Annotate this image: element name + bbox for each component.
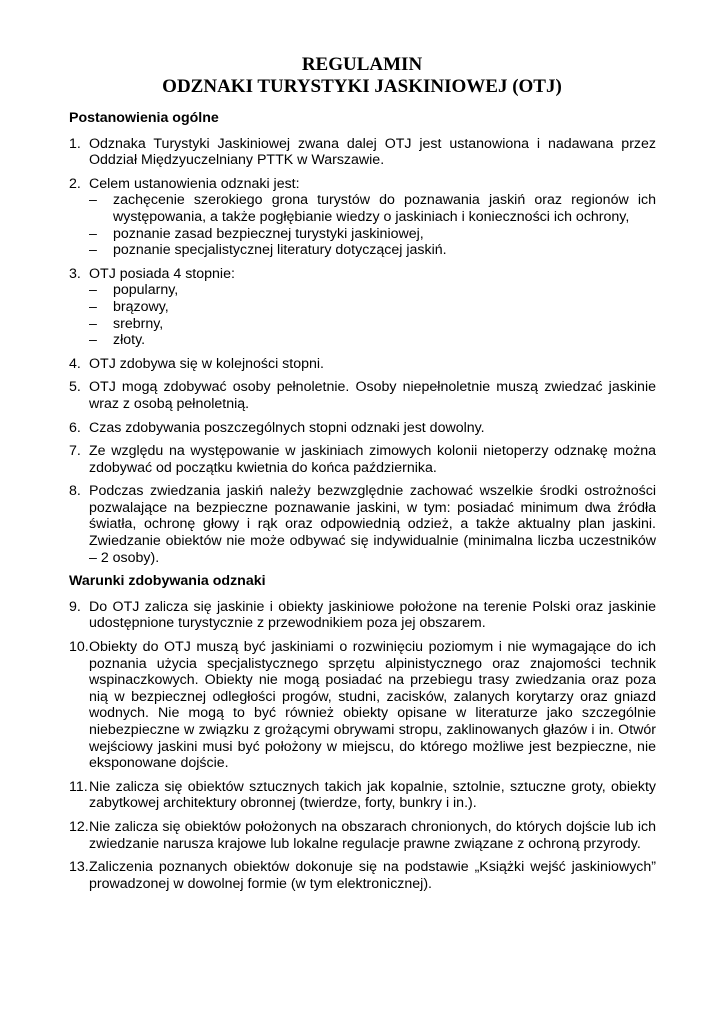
item-number: 2. — [69, 175, 81, 192]
item-text: Podczas zwiedzania jaskiń należy bezwzględnie zachować wszelkie środki ostrożności pozwalające na bezpieczne poznawanie jaskini, w tym: posiadać minimum dwa źródła światła, ochronę głowy i rąk oraz odpowiednią odzież, a także aktualny plan jaskini. Zwiedzanie obiektów nie może odbywać się indywidualnie (minimalna liczba uczestników – 2 osoby). — [89, 483, 656, 566]
item-text: Nie zalicza się obiektów sztucznych takich jak kopalnie, sztolnie, sztuczne groty, obiekty zabytkowej architektury obronnej (twierdze, forty, bunkry i in.). — [89, 778, 656, 812]
list-item — [69, 819, 656, 852]
sub-list-item — [89, 282, 656, 299]
list-item — [69, 420, 656, 437]
item-text: Ze względu na występowanie w jaskiniach zimowych kolonii nietoperzy odznakę można zdobywać od początku kwietnia do końca października. — [89, 443, 656, 476]
item-text: OTJ zdobywa się w kolejności stopni. — [89, 355, 324, 372]
dash-bullet: – — [89, 242, 97, 259]
sub-item-text: złoty. — [113, 332, 146, 349]
list-item — [69, 779, 656, 812]
item-number: 11. — [69, 778, 88, 795]
section-heading-general: Postanowienia ogólne — [69, 110, 219, 126]
item-text: Do OTJ zalicza się jaskinie i obiekty jaskiniowe położone na terenie Polski oraz jaskinie udostępnione turystycznie z przewodnikiem poza jej obszarem. — [89, 598, 656, 632]
item-number: 1. — [69, 135, 81, 152]
sub-list — [89, 282, 656, 348]
list-item — [69, 356, 656, 373]
document-subtitle: ODZNAKI TURYSTYKI JASKINIOWEJ (OTJ) — [162, 76, 562, 97]
document-title: REGULAMIN — [301, 54, 423, 75]
dash-bullet: – — [89, 298, 97, 315]
conditions-list — [69, 599, 656, 893]
document-content — [69, 110, 656, 892]
list-item — [69, 379, 656, 412]
item-text: OTJ posiada 4 stopnie: — [89, 265, 235, 282]
list-item — [69, 443, 656, 476]
general-provisions-list — [69, 136, 656, 567]
sub-list — [89, 192, 656, 258]
item-number: 13. — [69, 859, 89, 876]
sub-list-item — [89, 192, 656, 225]
list-item — [69, 639, 656, 772]
item-number: 4. — [69, 355, 81, 372]
dash-bullet: – — [89, 315, 97, 332]
item-number: 6. — [69, 419, 81, 436]
list-item — [69, 266, 656, 349]
dash-bullet: – — [89, 282, 97, 299]
sub-list-item — [89, 332, 656, 349]
list-item — [69, 859, 656, 892]
dash-bullet: – — [89, 225, 97, 242]
sub-list-item — [89, 316, 656, 333]
list-item — [69, 176, 656, 259]
dash-bullet: – — [89, 192, 97, 209]
sub-item-text: zachęcenie szerokiego grona turystów do poznawania jaskiń oraz regionów ich występowania, a także pogłębianie wiedzy o jaskiniach i konieczności ich ochrony, — [113, 192, 656, 225]
item-number: 3. — [69, 265, 81, 282]
sub-item-text: brązowy, — [113, 298, 169, 315]
list-item — [69, 599, 656, 632]
item-number: 7. — [69, 443, 81, 460]
item-text: Zaliczenia poznanych obiektów dokonuje się na podstawie „Książki wejść jaskiniowych” prowadzonej w dowolnej formie (w tym elektronicznej). — [89, 859, 656, 892]
item-text: OTJ mogą zdobywać osoby pełnoletnie. Osoby niepełnoletnie muszą zwiedzać jaskinie wraz z osobą pełnoletnią. — [89, 379, 656, 412]
sub-item-text: srebrny, — [113, 315, 164, 332]
sub-list-item — [89, 299, 656, 316]
item-number: 5. — [69, 379, 81, 396]
list-item — [69, 136, 656, 169]
dash-bullet: – — [89, 332, 97, 349]
sub-item-text: poznanie zasad bezpiecznej turystyki jaskiniowej, — [113, 225, 424, 242]
item-text: Nie zalicza się obiektów położonych na obszarach chronionych, do których dojście lub ich zwiedzanie narusza krajowe lub lokalne regulacje prawne związane z ochroną przyrody. — [89, 818, 656, 852]
list-item — [69, 483, 656, 566]
sub-item-text: popularny, — [113, 282, 179, 299]
item-text: Odznaka Turystyki Jaskiniowej zwana dalej OTJ jest ustanowiona i nadawana przez Oddział Międzyuczelniany PTTK w Warszawie. — [89, 135, 656, 169]
sub-item-text: poznanie specjalistycznej literatury dotyczącej jaskiń. — [113, 242, 447, 259]
item-number: 10. — [69, 639, 89, 656]
item-number: 12. — [69, 818, 89, 835]
item-text: Czas zdobywania poszczególnych stopni odznaki jest dowolny. — [89, 419, 485, 436]
sub-list-item — [89, 226, 656, 243]
sub-list-item — [89, 242, 656, 259]
item-number: 9. — [69, 598, 81, 615]
item-text: Obiekty do OTJ muszą być jaskiniami o rozwinięciu poziomym i nie wymagające do ich poznania użycia specjalistycznego sprzętu alpinistycznego oraz znajomości technik wspinaczkowych. Obiekty nie mogą posiadać na przebiegu trasy zwiedzania oraz poza nią w bezpiecznej odległości progów, studni, zacisków, zalanych korytarzy oraz gniazd wodnych. Nie mogą to być również obiekty opisane w literaturze jako szczególnie niebezpieczne w związku z grożącymi obrywami stropu, zaklinowanych głazów i in. Otwór wejściowy jaskini musi być położony w miejscu, do którego możliwe jest bezpieczne, nie eksponowane dojście. — [89, 639, 656, 772]
section-heading-conditions: Warunki zdobywania odznaki — [69, 573, 266, 590]
item-text: Celem ustanowienia odznaki jest: — [89, 175, 300, 192]
item-number: 8. — [69, 483, 81, 500]
